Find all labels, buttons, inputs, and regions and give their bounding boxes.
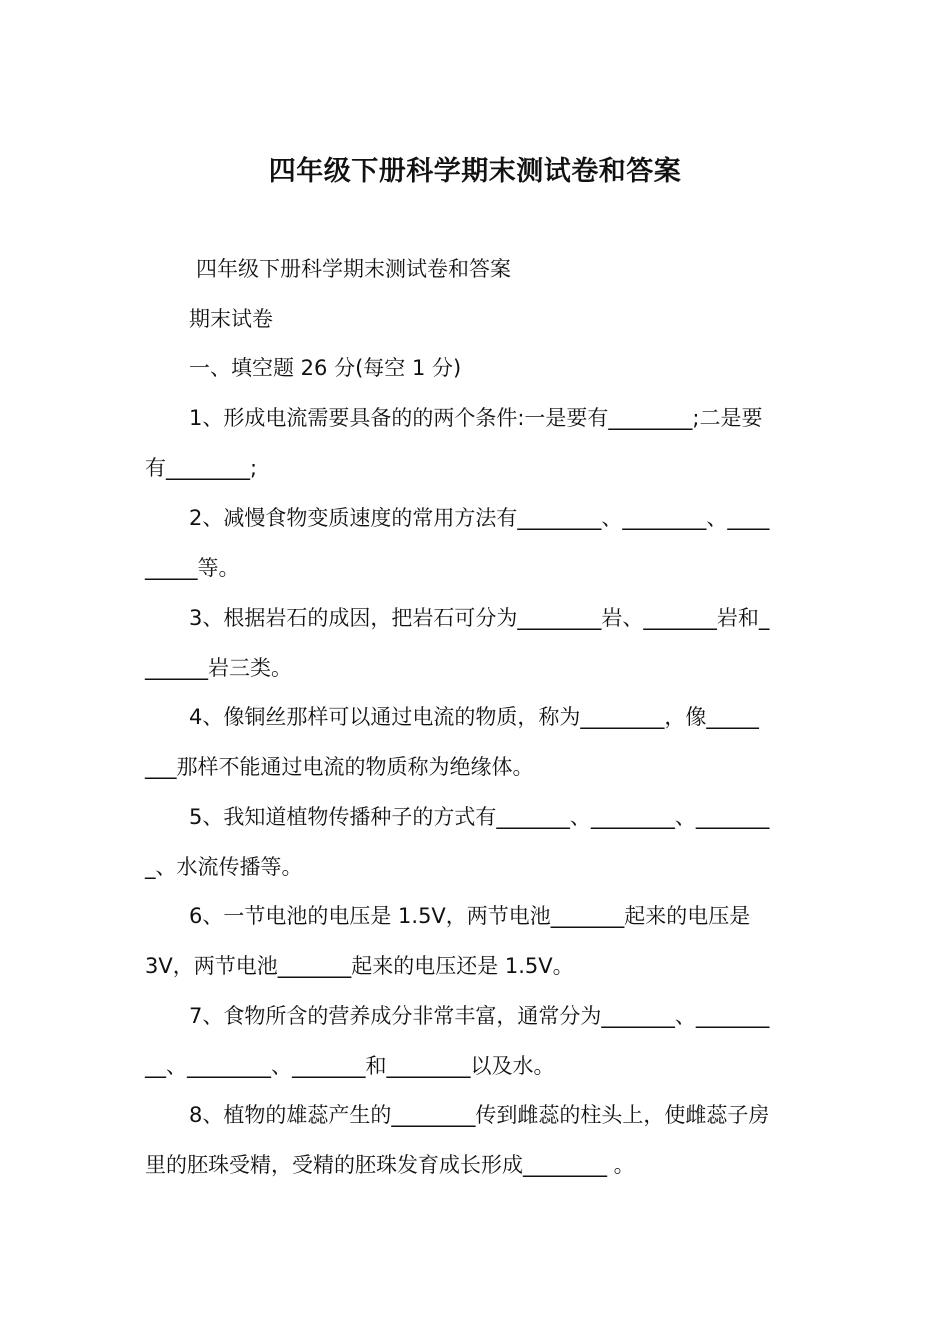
question-8-line-2: 里的胚珠受精，受精的胚珠发育成长形成________ 。 [145, 1153, 635, 1177]
question-2-line-2: _____等。 [145, 556, 240, 580]
question-3-line-2: ______岩三类。 [145, 656, 292, 680]
question-3-line-1: 3、根据岩石的成因，把岩石可分为________岩、_______岩和_ [189, 606, 770, 630]
question-4-line-2: ___那样不能通过电流的物质称为绝缘体。 [145, 755, 534, 779]
question-2-line-1: 2、减慢食物变质速度的常用方法有________、________、____ [189, 506, 770, 530]
question-1-line-1: 1、形成电流需要具备的的两个条件:一是要有________;二是要 [189, 406, 763, 430]
question-7-line-1: 7、食物所含的营养成分非常丰富，通常分为_______、_______ [189, 1004, 770, 1028]
question-1-line-2: 有________; [145, 456, 258, 480]
question-6-line-1: 6、一节电池的电压是 1.5V，两节电池_______起来的电压是 [189, 904, 751, 928]
subtitle-line: 四年级下册科学期末测试卷和答案 [196, 257, 511, 281]
question-8-line-1: 8、植物的雄蕊产生的________传到雌蕊的柱头上，使雌蕊子房 [189, 1103, 770, 1127]
document-title: 四年级下册科学期末测试卷和答案 [268, 156, 682, 187]
question-5-line-2: _、水流传播等。 [145, 855, 303, 879]
question-5-line-1: 5、我知道植物传播种子的方式有_______、________、_______ [189, 805, 770, 829]
question-4-line-1: 4、像铜丝那样可以通过电流的物质，称为________，像_____ [189, 705, 759, 729]
section-label: 期末试卷 [189, 307, 273, 331]
section-heading: 一、填空题 26 分(每空 1 分) [189, 356, 462, 380]
question-7-line-2: __、________、_______和________以及水。 [145, 1054, 555, 1078]
question-6-line-2: 3V，两节电池_______起来的电压还是 1.5V。 [145, 954, 574, 978]
